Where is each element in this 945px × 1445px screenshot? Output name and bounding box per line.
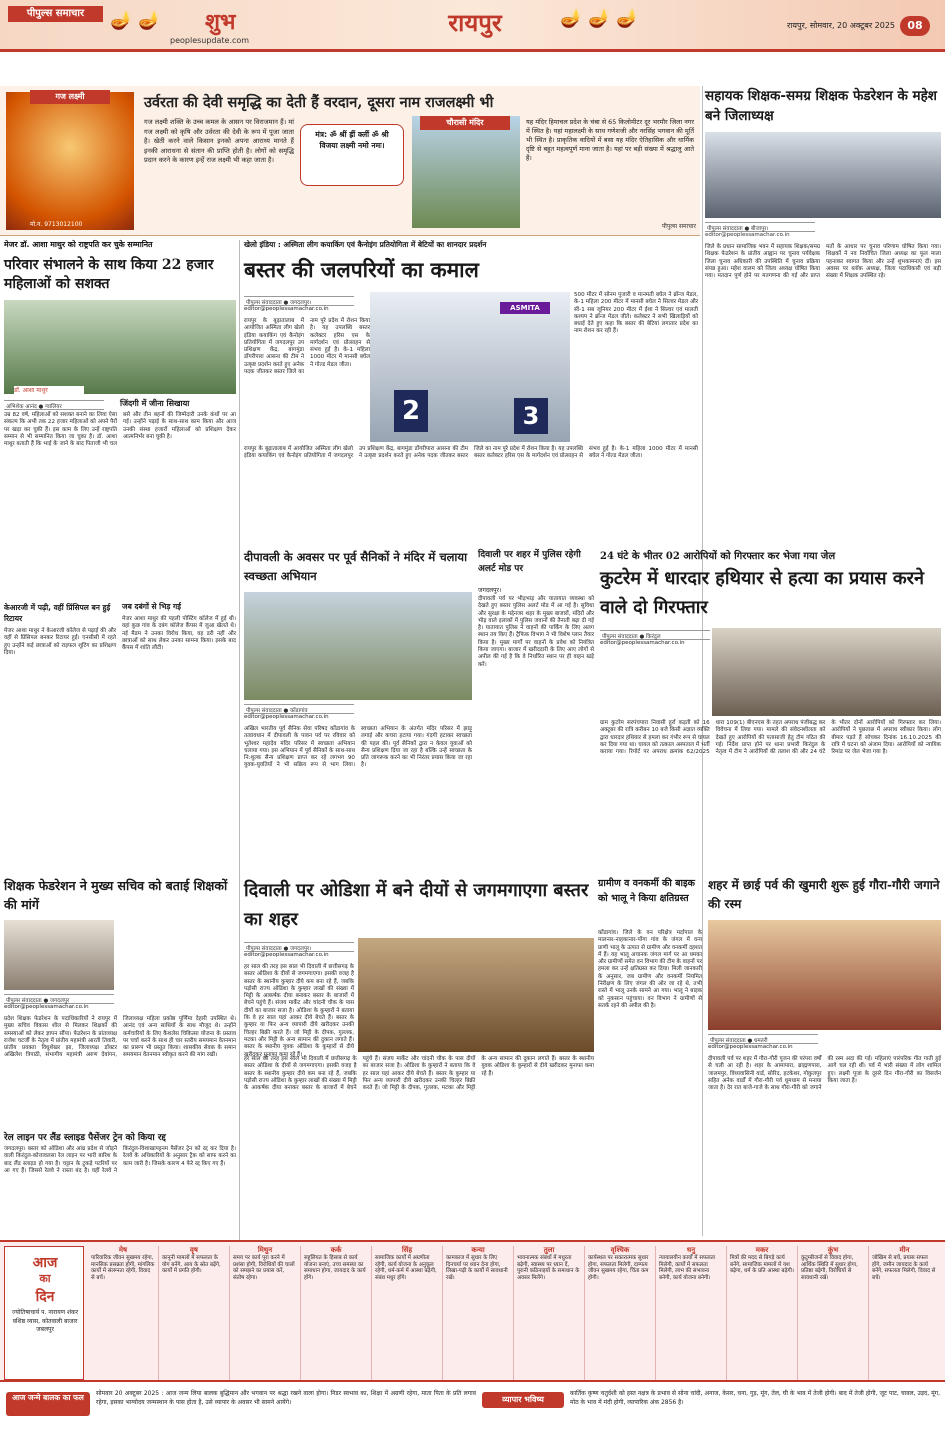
rail-text: जगदलपुर। बस्तर को ओडिशा और आंध्र प्रदेश से जोड़ने वाली किरंदुल-कोत्तावलसा रेल लाइन पर भारी बारिश के बाद लैंड स्लाइड हो गया है। चट्टान के टुकड़े पटरियों पर आ गए हैं। जिससे रेलवे ने रास्ता बंद है। वहीं रेलवे ने किरंदुल-विशाखापट्टनम पैसेंजर ट्रेन को रद्द कर दिया है। रेलवे के अधिकारियों के अनुसार ट्रैक को साफ करने का काम जारी है। जिसके कारण 4 फेरे रद्द किए गए हैं।: [4, 1146, 236, 1174]
shikshak-text: जिले के प्रधान सामाजिक भवन में सहायक शिक्षक/समग्र शिक्षक फेडरेशन के प्रांतीय आह्वान पर चुनाव पर्यवेक्षक जिला चुनाव अधिकारी की उपस्थिति में चुनाव प्रक्रिया संपन्न हुआ। महेश वालम को जिला अध्यक्ष घोषित किया गया। मतदान पूर्ण होने पर मतगणना की गई और प्राप्त मतों के आधार पर चुनाव परिणाम घोषित किया गया। शिक्षकों ने नव निर्वाचित जिला अध्यक्ष का फूल माला पहनाकर स्वागत किया और उन्हें शुभकामनाएं दीं। इस अवसर पर ब्लॉक अध्यक्ष, जिला पदाधिकारी एवं बड़ी संख्या में शिक्षक उपस्थित रहे।: [705, 244, 941, 280]
police-story: [478, 548, 594, 873]
asha-text2: मेजर आशा माथुर ने केआरजी कॉलेज से पढ़ाई की और वहीं से प्रिंसिपल बनकर रिटायर हुईं। एनसीसी में रहते हुए उन्होंने कई छात्राओं को राइफल शूटिंग का प्रशिक्षण दिया।: [4, 628, 116, 656]
astrologer-credit: ज्योतिषाचार्य प. नारायण शंकर वशिष्ठ व्यास, कोतवाली बाजार जबलपुर: [11, 1309, 79, 1333]
kutrem-byline: पीपुल्स संवाददाता ● किरंदुल: [600, 630, 710, 640]
gajlaxmi-text: गज लक्ष्मी शक्ति के उच्च कमल के आसन पर विराजमान हैं। मां गज लक्ष्मी को कृषि और उर्वरता की देवी के रूप में पूजा जाता है। खेती करने वाले किसान इनको अपना आराध्य मानते हैं इनकी आराधना से संतान की प्राप्ति होती है। लोगों को समृद्धि प्रदान करने के कारण इन्हें राज लक्ष्मी भी कहा जाता है।: [144, 118, 294, 164]
baby-label: आज जन्मे बालक का फल: [6, 1392, 90, 1416]
city-heading: रायपुर: [448, 8, 502, 37]
rashi-makar: मकर मित्रों की मदद से बिगड़े कार्य बनेंगे, सामाजिक मामलों में यश बढ़ेगा, धर्म के प्रति आस्था बढ़ेगी।: [727, 1246, 798, 1380]
bhalu-text: कोंडागांव। जिले के वन परिक्षेत्र मर्दापाल के मालनार-नाहकानार-पोंगा गांव के जंगल में वन्य प्राणी भालू के उत्पात से ग्रामीण और वनकर्मी दहशत में हैं। यह भालू अचानक जंगल मार्ग पर आ धमका और ग्रामीणों समेत वन विभाग की टीम के वाहनों पर हमला कर उन्हें क्षतिग्रस्त कर दिया। मिली जानकारी के अनुसार, जब ग्रामीण और वनकर्मी नियमित निरीक्षण के लिए जंगल की ओर जा रहे थे, तभी रास्ते में भालू उनके सामने आ गया। भालू ने बाइक को नुकसान पहुंचाया। वन विभाग ने ग्रामीणों से सतर्क रहने की अपील की है।: [598, 930, 702, 1009]
asha-kicker: मेजर डॉ. आशा माथुर को राष्ट्रपति कर चुके सम्मानित: [4, 240, 153, 249]
khelo-text-bottom: रायपुर के बूढ़ातालाब में आयोजित अस्मिता लीग खेलो इंडिया कयाकिंग एवं कैनोइंग प्रतियोगिता में जगदलपुर उप प्रशिक्षण केंद्र, बागमुंडा डोंगरीपारा आसना की टीम ने उत्कृष्ट प्रदर्शन करते हुए अनेक पदक जीतकर बस्तर जिले का नाम पूरे प्रदेश में रोशन किया है। यह उपलब्धि बस्तर कलेक्टर हरिस एस के मार्गदर्शन एवं प्रोत्साहन से संभव हुई है। के-1 महिला 1000 मीटर में मानसी बघेल ने गोल्ड मेडल जीता।: [244, 446, 698, 460]
aaj-title-c: दिन: [35, 1289, 55, 1305]
asha-byline: अभिशेक आनंद ● ग्वालियर: [4, 400, 104, 410]
bhalu-headline: ग्रामीण व वनकर्मी की बाइक को भालू ने किया क्षतिग्रस्त: [598, 878, 695, 904]
odisha-email[interactable]: editor@peoplessamachar.co.in: [244, 952, 329, 958]
odisha-text-left: हर साल की तरह इस साल भी दिवाली में छत्तीसगढ़ के बस्तर ओडिशा के दीयों से जगमगाएगा। इसकी वजह है बस्तर के स्थानीय कुम्हार दीये कम बना रहे हैं, जबकि पड़ोसी राज्य ओडिशा के कुम्हार लाखों की संख्या में मिट्टी के आकर्षक दीया बनाकर बस्तर के बाजारों में बेचने पहुंचे हैं। संजय मार्केट और चांदनी चौक के पास दीयों का बाजार सजा है। ओडिशा के कुम्हारों ने बताया कि वे हर साल यहां आकर दीये बेचते हैं। बस्तर के कुम्हार या फिर अन्य व्यापारी दीये खरीदकर उनकी चिल्हर बिक्री करते हैं। जो मिट्टी के दीपक, गुल्लक, मटका और मिट्टी के अन्य सामान की दुकान लगाते हैं। बस्तर के स्थानीय युवक ओडिशा के कुम्हारों से दीये खरीदकर मुनाफा कमा रहे हैं।: [244, 964, 354, 1058]
rashi-vrish: वृष कानूनी मामलों में सफलता के योग बनेंगे, आय के स्रोत बढ़ेंगे, कार्यों में प्रगति होगी।: [159, 1246, 230, 1380]
gajlaxmi-section: [0, 86, 700, 236]
gajlaxmi-credit: पीपुल्स समाचार: [661, 223, 696, 230]
footer-band: [0, 1386, 945, 1441]
shikshak-headline: सहायक शिक्षक-समग्र शिक्षक फेडरेशन के महेश बने जिलाध्यक्ष: [705, 88, 937, 124]
gajlaxmi-headline: उर्वरता की देवी समृद्धि का देती हैं वरदान, दूसरा नाम राजलक्ष्मी भी: [144, 94, 494, 111]
deepawali-email[interactable]: editor@peoplessamachar.co.in: [244, 714, 329, 720]
gajlaxmi-tag: गज लक्ष्मी: [30, 90, 110, 104]
diya-icon: 🪔 🪔: [110, 10, 161, 31]
mobile-number: मो.न. 9713012100: [30, 221, 83, 228]
mantra-box: मंत्र: ॐ श्रीं ह्रीं क्लीं ॐ श्री विजया लक्ष्मी नमो नमः।: [300, 124, 404, 186]
khelo-byline: पीपुल्स संवाददाता ● जगदलपुर।: [244, 296, 354, 306]
chhai-text: दीपावली पर्व पर शहर में गौरा-गौरी पूजन की परंपरा वर्षों से चली आ रही है। शहर के आमापारा, ब्राह्मणपारा, जालमपुर, विंध्यवासिनी वार्ड, सोरिद, हटकेशर, गोकुलपुर सहित अनेक वार्डों में गौरा-गौरी पर्व धूमधाम से मनाया जाता है। देर रात बाजे-गाजे के साथ गौरा-गौरी को जगाने की रस्म अदा की गई। महिलाएं पारंपरिक गीत गाती हुई आगे चल रही थीं। पर्व में भारी संख्या में लोग शामिल हुए। लक्ष्मी पूजा के दूसरे दिन गौरा-गौरी का विसर्जन किया जाता है।: [708, 1056, 941, 1092]
brand-logo: पीपुल्स समाचार: [8, 6, 103, 22]
medal-number-2: 2: [394, 390, 428, 432]
rashi-mesh: मेष पारिवारिक जीवन सुखमय रहेगा, मानसिक प्रसन्नता होगी, मांगलिक कार्यों में संलग्नता रहेगी, विवाद से बचें।: [88, 1246, 159, 1380]
cleanup-photo: [244, 592, 472, 700]
site-url[interactable]: peoplesupdate.com: [170, 36, 250, 45]
khelo-text2: 500 मीटर में सोनम पुजारी व मानमती बघेल ने ब्रॉन्ज मेडल, के-1 महिला 200 मीटर में मानसी बघेल ने सिल्वर मेडल और सी-1 सब जूनियर 200 मीटर में ईशा ने सिल्वर एवं मालती कश्यप ने ब्रॉन्ज मेडल जीते। कलेक्टर ने सभी खिलाड़ियों को बधाई देते हुए कहा कि बस्तर की बेटियां लगातार प्रदेश का नाम रोशन कर रही हैं।: [574, 292, 698, 335]
police-byline: जगदलपुर।: [478, 587, 502, 594]
meeting-photo: [4, 920, 114, 990]
temple-tag: चौरासी मंदिर: [420, 116, 510, 130]
accused-photo: [712, 628, 941, 716]
asha-story: [4, 240, 236, 745]
lantern-icon: 🪔 🪔 🪔: [560, 8, 639, 29]
rashi-dhanu: धनु न्यायालयीन कार्यों में सफलता मिलेगी, कार्यों में सफलता मिलेगी, लाभ की संभावना बनेगी, कार्य योजना बनेगी।: [656, 1246, 727, 1380]
column-divider: [239, 240, 240, 1240]
rashi-grid: [88, 1246, 941, 1380]
rashi-singh: सिंह सामाजिक कार्यों में अग्रणीता रहेगी, कार्य योजना के अनुकूल रहेगी, धर्म-कर्म में आस्था बढ़ेगी, संबंध मधुर होंगे।: [372, 1246, 443, 1380]
odisha-headline: दिवाली पर ओडिशा में बने दीयों से जगमगाएगा बस्तर का शहर: [244, 880, 589, 930]
odisha-text: हर साल की तरह इस साल भी दिवाली में छत्तीसगढ़ के बस्तर ओडिशा के दीयों से जगमगाएगा। इसकी वजह है बस्तर के स्थानीय कुम्हार दीये कम बना रहे हैं, जबकि पड़ोसी राज्य ओडिशा के कुम्हार लाखों की संख्या में मिट्टी के आकर्षक दीया बनाकर बस्तर के बाजारों में बेचने पहुंचे हैं। संजय मार्केट और चांदनी चौक के पास दीयों का बाजार सजा है। ओडिशा के कुम्हारों ने बताया कि वे हर साल यहां आकर दीये बेचते हैं। बस्तर के कुम्हार या फिर अन्य व्यापारी दीये खरीदकर उनकी चिल्हर बिक्री करते हैं। जो मिट्टी के दीपक, गुल्लक, मटका और मिट्टी के अन्य सामान की दुकान लगाते हैं। बस्तर के स्थानीय युवक ओडिशा के कुम्हारों से दीये खरीदकर मुनाफा कमा रहे हैं।: [244, 1056, 594, 1092]
asha-text3: मेजर आशा माथुर की पहली पोस्टिंग कॉलेज में हुई थी। वहां कुछ गांव के दबंग कॉलेज कैंपस में जुआ खेलते थे। नई मैडम ने उनका विरोध किया, वह डरी नहीं और छात्राओं को साथ लेकर उनका सामना किया। इसके बाद कैंपस में शांति लौटी।: [122, 616, 236, 652]
odisha-story: [244, 876, 594, 1236]
gaura-gauri-photo: [708, 920, 941, 1030]
police-text: दीपावली पर्व पर भीड़भाड़ और यातायात व्यवस्था को देखते हुए बस्तर पुलिस अलर्ट मोड में आ गई है। सुविधा और सुरक्षा के मद्देनजर शहर के मुख्य बाजारों, मंदिरों और भीड़ वाले इलाकों में पुलिस जवानों की तैनाती बढ़ा दी गई है। यातायात पुलिस ने वाहनों की पार्किंग के लिए अलग स्थान तय किए हैं। ट्रैफिक विभाग ने भी विशेष प्लान तैयार किया है। मुख्य मार्गों पर वाहनों के प्रवेश को नियंत्रित किया जाएगा। बाजार में खरीददारी के लिए आए लोगों से अपील की गई है कि वे निर्धारित स्थान पर ही वाहन खड़े करें।: [478, 596, 594, 668]
lakshmi-image: [6, 92, 134, 230]
federation-email[interactable]: editor@peoplessamachar.co.in: [4, 1004, 89, 1010]
kutrem-email[interactable]: editor@peoplessamachar.co.in: [600, 640, 685, 646]
rashi-kumbh: कुंभ कुटुम्बीजनों से विवाद होगा, आर्थिक स्थिति में सुधार होगा, प्रतिष्ठा बढ़ेगी, विरोधियों से सावधानी रखें।: [798, 1246, 869, 1380]
deepawali-headline: दीपावली के अवसर पर पूर्व सैनिकों ने मंदिर में चलाया स्वच्छता अभियान: [244, 550, 468, 583]
asmita-banner: ASMITA: [500, 302, 550, 314]
asha-sub1: जिंदगी में जीना सिखाया: [120, 399, 190, 408]
khelo-story: [244, 240, 698, 540]
chhai-byline: पीपुल्स संवाददाता ● धमतरी: [708, 1034, 818, 1044]
bhalu-story: [598, 876, 702, 1236]
masthead: [0, 0, 945, 52]
diya-market-photo: [358, 938, 594, 1052]
baby-text: सोमवार 20 अक्टूबर 2025 : आज जन्म लिया बालक बुद्धिमान और भगवान पर श्रद्धा रखने वाला होगा। निडर स्वभाव का, शिक्षा में अग्रणी रहेगा, माता पिता के प्रति लगाव रहेगा, इसका भाग्योदय जन्मस्थान के पास होता है, उसे व्यापार के अवसर भी सामने आयेंगे।: [96, 1390, 476, 1406]
deepawali-byline: पीपुल्स संवाददाता ● कोंडागांव: [244, 704, 354, 714]
trade-text: कार्तिक कृष्ण चतुर्दशी को हस्त नक्षत्र के प्रभाव से सोना चांदी, अनाज, केसर, चना, गुड़, मूंग, तेल, घी के भाव में तेजी होगी। बाद में तेजी होगी, जूट पाट, चावल, उड़द, मूंग, मोठ के भाव में मंदी होगी, व्यापारिक अंक 2856 है।: [570, 1390, 940, 1406]
page-number: 08: [900, 16, 930, 36]
shubh-heading: शुभ: [205, 9, 236, 35]
khelo-kicker: खेलो इंडिया : अस्मिता लीग कयाकिंग एवं कैनोइंग प्रतियोगिता में बेटियों का शानदार प्रदर्शन: [244, 240, 487, 249]
aaj-ka-din-box: [4, 1246, 84, 1380]
rashi-kanya: कन्या कामकाज में सुधार के लिए दिनचर्या पर ध्यान देना होगा, लिखा-पढ़ी के कार्यों में सावधानी रखें।: [443, 1246, 514, 1380]
asha-text1: उम्र 82 वर्ष, महिलाओं को सशक्त बनाने का लिया ऐसा संकल्प कि अभी तक 22 हजार महिलाओं को अपने पैरों पर खड़ा कर चुकी हैं। इस काम के लिए उन्हें राष्ट्रपति सम्मान से भी सम्मानित किया जा चुका है। डॉ. आशा माथुर बताती हैं कि भाई के जाने के बाद पिताजी भी चल बसे और तीन बहनों की जिम्मेदारी उनके कंधों पर आ गई। उन्होंने पढ़ाई के साथ-साथ काम किया और आज उनकी संस्था हजारों महिलाओं को प्रशिक्षण देकर आत्मनिर्भर बना चुकी है।: [4, 412, 236, 448]
rashi-kark: कर्क सहूलियत के हिसाब से कार्य योजना बनाएं, उच्च समस्या का समाधान होगा, जायदाद के कार्य होंगे।: [301, 1246, 372, 1380]
kutrem-kicker: 24 घंटे के भीतर 02 आरोपियों को गिरफ्तार कर भेजा गया जेल: [600, 551, 836, 562]
khelo-headline: बस्तर की जलपरियों का कमाल: [244, 257, 479, 282]
rail-story: [4, 1130, 236, 1236]
chhai-headline: शहर में छाई पर्व की खुमारी शुरू हुई गौरा-गौरी जगाने की रस्म: [708, 878, 940, 911]
police-headline: दिवाली पर शहर में पुलिस रहेगी अलर्ट मोड पर: [478, 550, 581, 574]
deepawali-story: [244, 548, 472, 873]
rashi-meen: मीन जोखिम से बचें, प्रयास सफल होंगे, जमीन जायदाद के कार्य बनेंगे, सफलता मिलेगी, विवाद से बचें।: [872, 1246, 936, 1281]
federation-text: प्रदेश शिक्षक फेडरेशन के पदाधिकारियों ने रायपुर में मुख्य सचिव विकास शील से मिलकर शिक्षकों की समस्याओं को लेकर ज्ञापन सौंपा। फेडरेशन के प्रांताध्यक्ष राजेश चटर्जी के नेतृत्व में प्रांतीय महामंत्री आरती तिवारी, प्रांतीय प्रवक्ता विधुशेखर झा, जिलाध्यक्ष डॉक्टर अखिलेश त्रिपाठी, संभागीय महामंत्री अरुण देवांगन, जिलाध्यक्ष महिला प्रकोष्ठ पूर्णिमा देहारी उपस्थित थे। आनंद एवं अन्य साथियों के साथ मौजूद थे। उन्होंने कर्मचारियों के लिए कैशलेस चिकित्सा योजना के प्रस्ताव पर चर्चा करने के साथ ही चार स्तरीय समयमान वेतनमान का प्रारूप भी प्रस्तुत किया। शासकीय सेवक के समान समयमान वेतनमान स्वीकृत करने की मांग रखी।: [4, 1016, 236, 1059]
federation-story: [4, 876, 236, 1126]
kutrem-headline: कुटरेम में धारदार हथियार से हत्या का प्रयास करने वाले दो गिरफ्तार: [600, 568, 925, 618]
asha-photo: [4, 300, 236, 394]
aaj-title-a: आज: [32, 1255, 58, 1271]
rashi-mithun: मिथुन समय पर कार्य पूरा करने में प्रशंसा होगी, विरोधियों की चालों को समझने का प्रयास करें, संतोष रहेगा।: [230, 1246, 301, 1380]
khelo-text1: रायपुर के बूढ़ातालाब में आयोजित अस्मिता लीग खेलो इंडिया कयाकिंग एवं कैनोइंग प्रतियोगिता में जगदलपुर उप प्रशिक्षण केंद्र, बागमुंडा डोंगरीपारा आसना की टीम ने उत्कृष्ट प्रदर्शन करते हुए अनेक पदक जीतकर बस्तर जिले का नाम पूरे प्रदेश में रोशन किया है। यह उपलब्धि बस्तर कलेक्टर हरिस एस के मार्गदर्शन एवं प्रोत्साहन से संभव हुई है। के-1 महिला 1000 मीटर में मानसी बघेल ने गोल्ड मेडल जीता।: [244, 318, 370, 376]
asha-headline: परिवार संभालने के साथ किया 22 हजार महिलाओं को सशक्त: [4, 257, 214, 292]
medal-number-3: 3: [514, 398, 548, 434]
asha-sub2: केआरजी में पढ़ी, वहीं प्रिंसिपल बन हुई रिटायर: [4, 603, 111, 623]
federation-byline: पीपुल्स संवाददाता ● जगदलपुर: [4, 994, 114, 1004]
rail-headline: रेल लाइन पर लैंड स्लाइड पैसेंजर ट्रेन को किया रद्द: [4, 1133, 166, 1143]
chhai-story: [708, 876, 941, 1236]
temple-text: यह मंदिर हिमाचल प्रदेश के चंबा से 65 किलोमीटर दूर भरमौर जिला नगर में स्थित है। यहां महालक्ष्मी के साथ गणेशजी और नरसिंह भगवान की मूर्ति भी स्थित है। प्राकृतिक वादियों में बसा यह मंदिर ऐतिहासिक और धार्मिक दृष्टि से बहुत महत्वपूर्ण माना जाता है। यहां पर बड़ी संख्या में श्रद्धालु आते हैं।: [526, 118, 694, 162]
trade-label: व्यापार भविष्य: [482, 1392, 564, 1408]
rashi-tula: तुला भावनात्मक संबंधों में मधुरता बढ़ेगी, स्वास्थ्य पर ध्यान दें, पुरानी कठिनाइयों के समाधान के अवसर मिलेंगे।: [514, 1246, 585, 1380]
federation-headline: शिक्षक फेडरेशन ने मुख्य सचिव को बताई शिक्षकों की मांगें: [4, 878, 228, 912]
asha-caption: डॉ. आशा माथुर: [14, 386, 84, 396]
temple-image: [412, 116, 520, 228]
group-photo: [705, 132, 941, 218]
odisha-byline: पीपुल्स संवाददाता ● जगदलपुर।: [244, 942, 354, 952]
issue-date: रायपुर, सोमवार, 20 अक्टूबर 2025: [787, 21, 895, 30]
aaj-title-b: का: [39, 1272, 51, 1285]
deepawali-text: अखिल भारतीय पूर्व सैनिक सेवा परिषद कोंडागांव के तत्वावधान में दीपावली के पावन पर्व पर रविवार को भूतेश्वर महादेव मंदिर परिसर में स्वच्छता अभियान चलाया गया। इस अभियान में पूर्व सैनिकों के साथ-साथ नि:शुल्क सैन्य प्रशिक्षण प्राप्त कर रहे लगभग 90 युवक-युवतियों ने भी सक्रिय रूप से भाग लिया। स्वच्छता अभियान के अंतर्गत मंदिर परिसर में झाड़ू लगाई और कचरा हटाया गया। गंदगी हटाकर स्वच्छता की पहल की। पूर्व सैनिकों द्वारा न केवल युवाओं को सैन्य प्रशिक्षण दिया जा रहा है बल्कि उन्हें स्वच्छता के प्रति जागरूक करने का भी निरंतर प्रयास किया जा रहा है।: [244, 726, 472, 769]
kutrem-story: [600, 548, 941, 873]
shikshak-byline: पीपुल्स संवाददाता ● बीजापुर।: [705, 222, 815, 232]
kutrem-text: ग्राम कुटरेम सरपंचपारा निवासी हुर्रा कड़ती को 16 अक्टूबर की रात्रि करीबन 10 बजे किसी अज्ञात व्यक्ति द्वारा धारदार हथियार से हमला कर गंभीर रूप से घायल कर दिया गया था। घायल को तत्काल अस्पताल में भर्ती कराया गया। रिपोर्ट पर अपराध क्रमांक 62/2025 धारा 109(1) बीएनएस के तहत अपराध पंजीबद्ध कर विवेचना में लिया गया। मामले की संवेदनशीलता को देखते हुए आरोपियों की पतासाजी हेतु टीम गठित की गई। निर्देश प्राप्त होने पर थाना प्रभारी किरंदुल के नेतृत्व में टीम ने आरोपियों की तलाश की और 24 घंटे के भीतर दोनों आरोपियों को गिरफ्तार कर लिया। आरोपियों ने पूछताछ में अपराध स्वीकार किया। लोग बीमार पड़ते हैं सोचकर दिनांक 16.10.2025 की रात्रि में घटना को अंजाम दिया। आरोपियों को न्यायिक रिमांड पर जेल भेजा गया है।: [600, 720, 941, 756]
asha-sub3: जब दबंगों से भिड़ गई: [122, 602, 181, 611]
khelo-email[interactable]: editor@peoplessamachar.co.in: [244, 306, 329, 312]
rashifal-band: [0, 1240, 945, 1382]
chhai-email[interactable]: editor@peoplessamachar.co.in: [708, 1044, 793, 1050]
shikshak-email[interactable]: editor@peoplessamachar.co.in: [705, 232, 790, 238]
rashi-vrishchik: वृश्चिक कार्यस्थल पर सकारात्मक सुधार होगा, सफलता मिलेगी, दाम्पत्य जीवन सुखमय रहेगा, चिंता कम होगी।: [585, 1246, 656, 1380]
